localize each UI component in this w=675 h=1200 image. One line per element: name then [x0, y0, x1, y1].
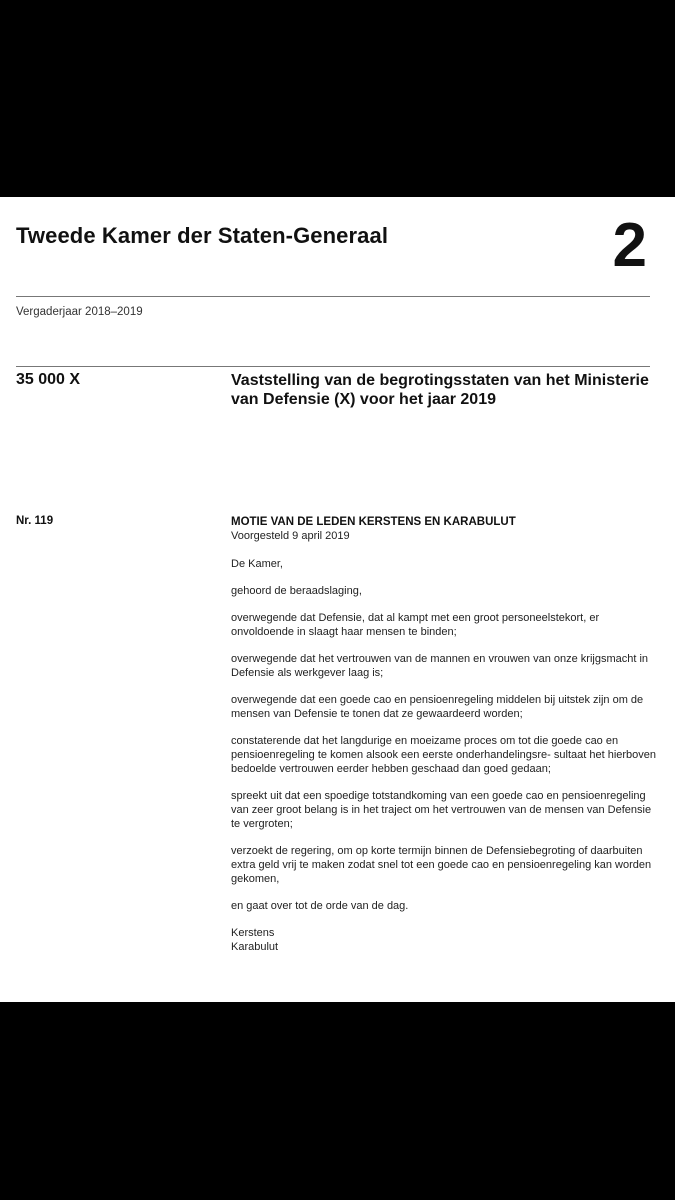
signer-name: Karabulut: [231, 941, 279, 953]
divider: [16, 366, 650, 367]
signer-name: Kerstens: [231, 927, 275, 939]
bottom-black-bar: [0, 1002, 675, 1200]
top-black-bar: [0, 0, 675, 197]
paragraph: De Kamer,: [231, 558, 283, 570]
divider: [16, 296, 650, 297]
session-year: Vergaderjaar 2018–2019: [16, 306, 143, 318]
motion-number: Nr. 119: [16, 515, 54, 527]
motion-title: MOTIE VAN DE LEDEN KERSTENS EN KARABULUT: [231, 516, 516, 528]
dossier-subject: Vaststelling van de begrotingsstaten van het Ministerie van Defensie (X) voor het jaar 2019: [231, 372, 649, 408]
motion-body: [231, 515, 656, 954]
proposed-date: Voorgesteld 9 april 2019: [231, 530, 350, 542]
signers: [231, 926, 656, 954]
paragraph: gehoord de beraadslaging,: [231, 585, 362, 597]
paragraph: verzoekt de regering, om op korte termijn binnen de Defensiebegroting of daarbuiten extra geld vrij te maken zodat snel tot een goede cao en pensioenregeling kan worden gekomen,: [231, 845, 652, 885]
dossier-number: 35 000 X: [16, 371, 81, 388]
document-page: [0, 197, 675, 1002]
paragraph: en gaat over tot de orde van de dag.: [231, 900, 409, 912]
paragraph: spreekt uit dat een spoedige totstandkoming van een goede cao en pensioenregeling van zeer groot belang is in het traject om het vertrouwen van de mensen van Defensie te vergroten;: [231, 790, 652, 830]
paragraph: overwegende dat een goede cao en pensioenregeling middelen bij uitstek zijn om de mensen van Defensie te tonen dat ze gewaardeerd worden;: [231, 694, 644, 720]
paragraph: overwegende dat het vertrouwen van de mannen en vrouwen van onze krijgsmacht in Defensie als werkgever laag is;: [231, 653, 649, 679]
chamber-title: Tweede Kamer der Staten-Generaal: [16, 223, 389, 248]
document-number: 2: [612, 211, 647, 280]
paragraph: constaterende dat het langdurige en moeizame proces om tot die goede cao en pensioenregeling te komen alsook een eerste onderhandelingsre- sultaat het hierboven bedoelde vertrouwen eerder hebben geschaad dan goed gedaan;: [231, 735, 657, 775]
paragraph: overwegende dat Defensie, dat al kampt met een groot personeelstekort, er onvoldoende in slaagt haar mensen te binden;: [231, 612, 600, 638]
